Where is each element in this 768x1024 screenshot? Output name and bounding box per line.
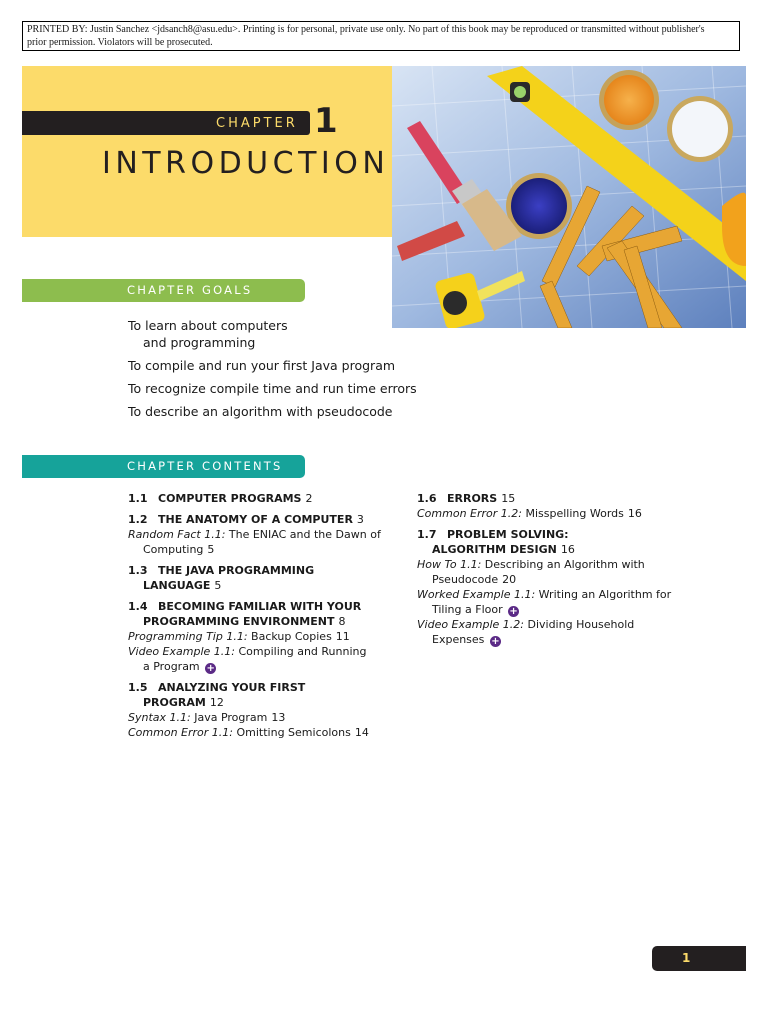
- chapter-title: INTRODUCTION: [102, 146, 390, 181]
- section-page: 16: [560, 543, 575, 556]
- goal-item: [128, 317, 418, 351]
- feature-title-continued: a Program: [143, 660, 200, 673]
- section-number: 1.7: [417, 528, 437, 541]
- goal-text: To learn about computers: [128, 318, 288, 333]
- feature-type: Worked Example 1.1:: [417, 588, 536, 601]
- page-number-tab: [652, 946, 746, 971]
- section-title-continued: ALGORITHM DESIGN: [432, 543, 557, 556]
- goal-item: [128, 380, 418, 397]
- section-page: 5: [214, 579, 222, 592]
- feature-title: Dividing Household: [527, 618, 635, 631]
- section-title: THE JAVA PROGRAMMING: [158, 564, 315, 577]
- plus-circle-icon[interactable]: +: [206, 663, 215, 674]
- feature-title: Java Program: [194, 711, 268, 724]
- toc-feature-item[interactable]: [128, 644, 400, 674]
- toc-section-1-6: [417, 491, 677, 521]
- goal-text: To describe an algorithm with pseudocode: [128, 404, 393, 419]
- feature-page: 13: [271, 711, 286, 724]
- section-title: ANALYZING YOUR FIRST: [158, 681, 306, 694]
- feature-type: Random Fact 1.1:: [128, 528, 226, 541]
- plus-circle-icon[interactable]: +: [491, 636, 500, 647]
- toc-feature-item[interactable]: [417, 506, 677, 521]
- section-page: 15: [501, 492, 516, 505]
- section-number: 1.3: [128, 564, 148, 577]
- section-page: 3: [356, 513, 364, 526]
- section-title: PROBLEM SOLVING:: [447, 528, 569, 541]
- feature-title: Describing an Algorithm with: [484, 558, 645, 571]
- section-page: 8: [338, 615, 346, 628]
- print-notice-line-1: PRINTED BY: Justin Sanchez <jdsanch8@asu.edu>. Printing is for personal, private use only. No part of this book may be reproduced or transmitted without publisher's: [27, 24, 705, 35]
- section-title-continued: PROGRAMMING ENVIRONMENT: [143, 615, 335, 628]
- feature-type: Syntax 1.1:: [128, 711, 191, 724]
- print-notice-line-2: prior permission. Violators will be prosecuted.: [27, 36, 213, 48]
- toc-section-heading[interactable]: [128, 491, 400, 506]
- contents-column-left: [128, 491, 400, 746]
- section-number: 1.1: [128, 492, 148, 505]
- section-number: 1.4: [128, 600, 148, 613]
- feature-title: Writing an Algorithm for: [538, 588, 672, 601]
- goal-text-continued: and programming: [143, 335, 256, 350]
- toc-feature-item[interactable]: [128, 527, 400, 557]
- plus-circle-icon[interactable]: +: [509, 606, 518, 617]
- contents-column-right: [417, 491, 677, 653]
- chapter-contents-bar: [22, 455, 305, 478]
- toc-feature-item[interactable]: [128, 725, 400, 740]
- section-title: THE ANATOMY OF A COMPUTER: [158, 513, 353, 526]
- feature-page: 11: [335, 630, 350, 643]
- feature-title-continued: Computing: [143, 543, 204, 556]
- chapter-goals-heading: CHAPTER GOALS: [127, 283, 253, 297]
- feature-type: Programming Tip 1.1:: [128, 630, 248, 643]
- feature-type: Video Example 1.2:: [417, 618, 524, 631]
- feature-type: Common Error 1.1:: [128, 726, 233, 739]
- feature-title: The ENIAC and the Dawn of: [228, 528, 381, 541]
- section-page: 2: [305, 492, 313, 505]
- chapter-goals-bar: [22, 279, 305, 302]
- feature-page: 16: [627, 507, 642, 520]
- section-title: ERRORS: [447, 492, 498, 505]
- toc-feature-item[interactable]: [128, 710, 400, 725]
- print-notice: [22, 21, 740, 51]
- goal-item: [128, 357, 418, 374]
- feature-page: 5: [207, 543, 215, 556]
- chapter-contents-heading: CHAPTER CONTENTS: [127, 459, 283, 473]
- toc-section-1-7: [417, 527, 677, 647]
- toc-feature-item[interactable]: [417, 587, 677, 617]
- feature-type: Video Example 1.1:: [128, 645, 235, 658]
- section-number: 1.2: [128, 513, 148, 526]
- feature-title-continued: Tiling a Floor: [432, 603, 503, 616]
- feature-type: How To 1.1:: [417, 558, 482, 571]
- chapter-goals-list: [128, 317, 418, 426]
- feature-title-continued: Expenses: [432, 633, 485, 646]
- toc-section-heading[interactable]: [128, 680, 400, 710]
- section-number: 1.6: [417, 492, 437, 505]
- section-title: COMPUTER PROGRAMS: [158, 492, 302, 505]
- page-number: 1: [682, 951, 691, 965]
- goal-text: To recognize compile time and run time errors: [128, 381, 417, 396]
- feature-title: Misspelling Words: [525, 507, 624, 520]
- chapter-number: 1: [314, 101, 338, 141]
- section-number: 1.5: [128, 681, 148, 694]
- toc-section-1-2: [128, 512, 400, 557]
- toc-feature-item[interactable]: [128, 629, 400, 644]
- feature-title: Compiling and Running: [238, 645, 367, 658]
- toc-section-heading[interactable]: [417, 491, 677, 506]
- feature-type: Common Error 1.2:: [417, 507, 522, 520]
- toc-section-1-1: [128, 491, 400, 506]
- chapter-label: CHAPTER: [216, 116, 298, 131]
- feature-title: Omitting Semicolons: [236, 726, 351, 739]
- section-title-continued: PROGRAM: [143, 696, 206, 709]
- section-title: BECOMING FAMILIAR WITH YOUR: [158, 600, 362, 613]
- goal-text: To compile and run your first Java program: [128, 358, 396, 373]
- toc-section-heading[interactable]: [128, 563, 400, 593]
- feature-page: 14: [354, 726, 369, 739]
- feature-title: Backup Copies: [251, 630, 332, 643]
- toc-section-heading[interactable]: [128, 599, 400, 629]
- toc-section-1-5: [128, 680, 400, 740]
- toc-section-1-4: [128, 599, 400, 674]
- feature-title-continued: Pseudocode: [432, 573, 499, 586]
- section-page: 12: [209, 696, 224, 709]
- toc-feature-item[interactable]: [417, 617, 677, 647]
- feature-page: 20: [502, 573, 517, 586]
- toc-section-1-3: [128, 563, 400, 593]
- section-title-continued: LANGUAGE: [143, 579, 211, 592]
- chapter-photo: [392, 66, 746, 328]
- goal-item: [128, 403, 418, 420]
- toc-section-heading[interactable]: [128, 512, 400, 527]
- toc-feature-item[interactable]: [417, 557, 677, 587]
- toc-section-heading[interactable]: [417, 527, 677, 557]
